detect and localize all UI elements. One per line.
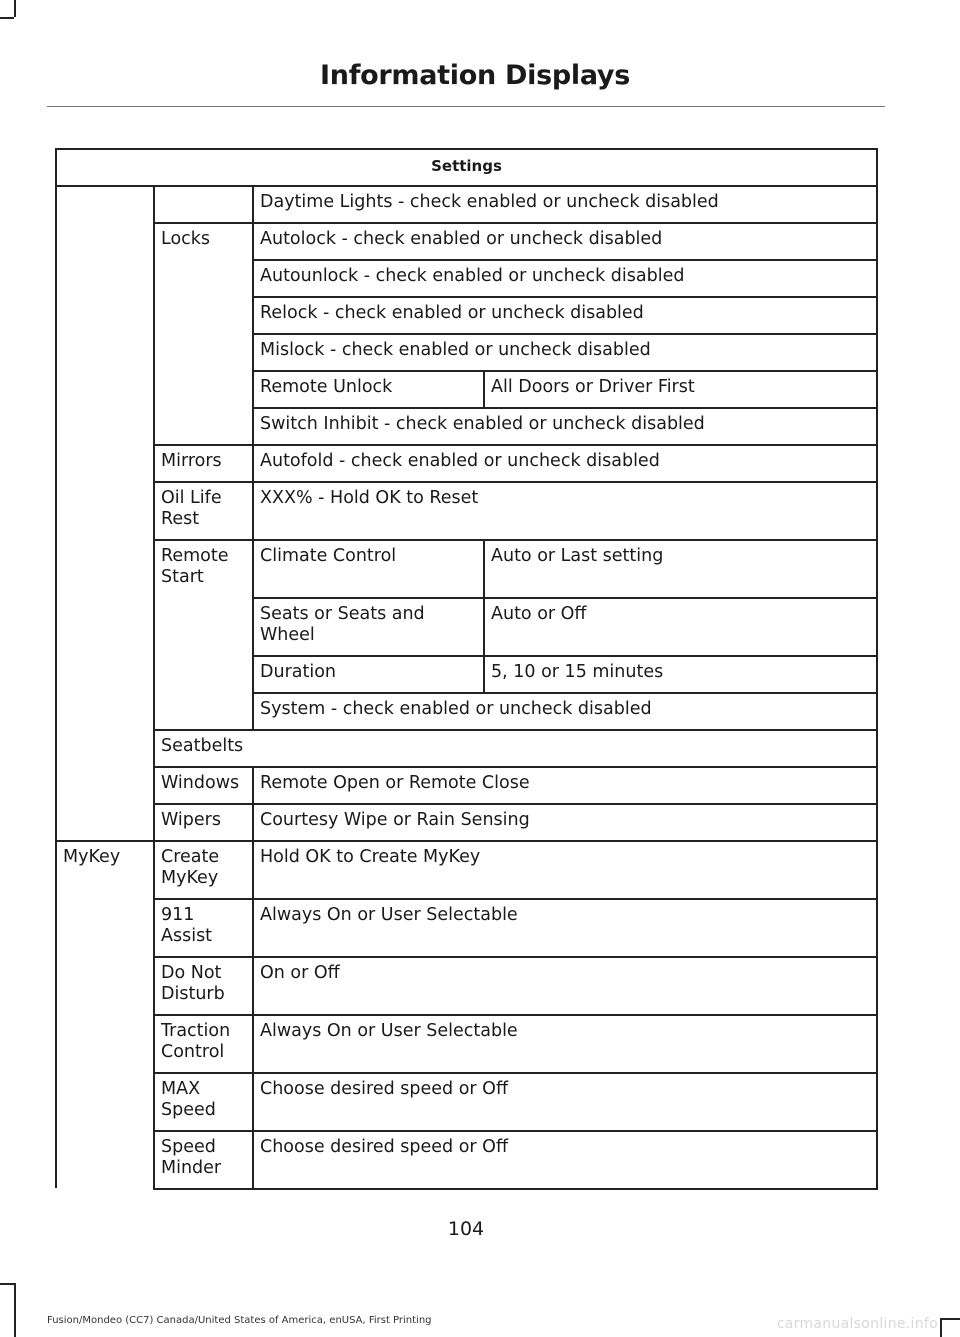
option-value: All Doors or Driver First bbox=[491, 377, 695, 397]
option-value: 5, 10 or 15 minutes bbox=[491, 662, 664, 682]
table-row bbox=[55, 444, 878, 481]
column-divider bbox=[252, 692, 254, 729]
row-divider bbox=[153, 1130, 878, 1132]
table-border-bottom bbox=[153, 1188, 878, 1190]
row-divider bbox=[252, 259, 878, 261]
option-label: Choose desired speed or Off bbox=[260, 1137, 508, 1157]
column-divider bbox=[252, 370, 254, 407]
table-row bbox=[55, 840, 878, 898]
watermark: carmanualsonline.info bbox=[776, 1316, 938, 1332]
column-divider bbox=[252, 597, 254, 655]
setting-label: Oil Life Rest bbox=[161, 488, 222, 529]
row-divider bbox=[252, 655, 878, 657]
table-row bbox=[55, 259, 878, 296]
row-divider bbox=[153, 539, 878, 541]
table-row bbox=[55, 655, 878, 692]
option-label: Hold OK to Create MyKey bbox=[260, 847, 481, 867]
row-divider bbox=[252, 296, 878, 298]
setting-label: Remote Start bbox=[161, 546, 229, 587]
row-divider bbox=[153, 729, 878, 731]
crop-mark bbox=[942, 1318, 960, 1320]
setting-label: Traction Control bbox=[161, 1021, 231, 1062]
crop-mark bbox=[940, 1318, 942, 1337]
row-divider bbox=[153, 803, 878, 805]
column-divider bbox=[252, 481, 254, 539]
row-divider bbox=[252, 597, 878, 599]
row-divider bbox=[153, 1072, 878, 1074]
setting-label: Do Not Disturb bbox=[161, 963, 225, 1004]
column-divider bbox=[252, 539, 254, 597]
page-number: 104 bbox=[447, 1218, 485, 1240]
column-divider bbox=[252, 655, 254, 692]
option-label: Autolock - check enabled or uncheck disabled bbox=[260, 229, 663, 249]
table-title: Settings bbox=[431, 157, 502, 175]
option-label: Autofold - check enabled or uncheck disabled bbox=[260, 451, 660, 471]
column-divider bbox=[252, 296, 254, 333]
column-divider bbox=[252, 956, 254, 1014]
setting-label: Seatbelts bbox=[161, 736, 244, 756]
table-border-top bbox=[55, 148, 878, 150]
column-divider bbox=[252, 766, 254, 803]
table-row bbox=[55, 766, 878, 803]
table-row bbox=[55, 539, 878, 597]
table-row bbox=[55, 370, 878, 407]
crop-mark bbox=[14, 0, 16, 17]
option-label: Relock - check enabled or uncheck disabled bbox=[260, 303, 644, 323]
row-divider bbox=[153, 222, 878, 224]
column-divider bbox=[252, 407, 254, 444]
option-value: Auto or Last setting bbox=[491, 546, 664, 566]
row-divider bbox=[153, 766, 878, 768]
option-label: System - check enabled or uncheck disabled bbox=[260, 699, 652, 719]
setting-label: Windows bbox=[161, 773, 240, 793]
option-label: Daytime Lights - check enabled or uncheck disabled bbox=[260, 192, 719, 212]
row-divider bbox=[153, 444, 878, 446]
option-label: Seats or Seats and Wheel bbox=[260, 604, 425, 645]
footer-text: Fusion/Mondeo (CC7) Canada/United States of America, enUSA, First Printing bbox=[47, 1315, 432, 1326]
column-divider bbox=[252, 1130, 254, 1188]
title-divider bbox=[47, 106, 885, 107]
option-value: Auto or Off bbox=[491, 604, 587, 624]
table-row bbox=[55, 1072, 878, 1130]
column-divider bbox=[252, 222, 254, 259]
row-divider bbox=[252, 370, 878, 372]
column-divider bbox=[252, 259, 254, 296]
option-label: Climate Control bbox=[260, 546, 397, 566]
table-row bbox=[55, 185, 878, 222]
setting-label: Wipers bbox=[161, 810, 221, 830]
column-divider bbox=[252, 185, 254, 222]
option-label: Remote Unlock bbox=[260, 377, 393, 397]
row-divider bbox=[252, 333, 878, 335]
option-label: Autounlock - check enabled or uncheck disabled bbox=[260, 266, 685, 286]
option-label: Remote Open or Remote Close bbox=[260, 773, 530, 793]
table-row bbox=[55, 597, 878, 655]
table-row bbox=[55, 407, 878, 444]
crop-mark bbox=[14, 1283, 16, 1337]
table-row bbox=[55, 729, 878, 766]
table-row bbox=[55, 956, 878, 1014]
setting-label: 911 Assist bbox=[161, 905, 213, 946]
setting-label: Speed Minder bbox=[161, 1137, 222, 1178]
column-divider bbox=[252, 803, 254, 840]
option-label: Duration bbox=[260, 662, 337, 682]
column-divider bbox=[252, 1014, 254, 1072]
table-row bbox=[55, 481, 878, 539]
page-title: Information Displays bbox=[320, 60, 630, 91]
table-row bbox=[55, 222, 878, 259]
option-label: Mislock - check enabled or uncheck disabled bbox=[260, 340, 651, 360]
column-divider bbox=[252, 333, 254, 370]
column-divider bbox=[252, 444, 254, 481]
option-label: Courtesy Wipe or Rain Sensing bbox=[260, 810, 530, 830]
column-divider bbox=[252, 1072, 254, 1130]
column-divider bbox=[483, 370, 485, 407]
table-row bbox=[55, 803, 878, 840]
crop-mark bbox=[0, 1283, 14, 1285]
setting-label: Mirrors bbox=[161, 451, 222, 471]
crop-mark bbox=[0, 17, 14, 19]
column-divider bbox=[252, 898, 254, 956]
row-divider bbox=[55, 840, 878, 842]
option-label: XXX% - Hold OK to Reset bbox=[260, 488, 479, 508]
column-divider bbox=[483, 655, 485, 692]
table-row bbox=[55, 296, 878, 333]
table-row bbox=[55, 1130, 878, 1188]
row-divider bbox=[153, 956, 878, 958]
option-label: Always On or User Selectable bbox=[260, 1021, 518, 1041]
table-row bbox=[55, 898, 878, 956]
column-divider bbox=[252, 840, 254, 898]
row-divider bbox=[153, 1014, 878, 1016]
column-divider bbox=[483, 597, 485, 655]
option-label: On or Off bbox=[260, 963, 340, 983]
option-label: Choose desired speed or Off bbox=[260, 1079, 508, 1099]
row-divider bbox=[153, 481, 878, 483]
option-label: Switch Inhibit - check enabled or uncheck disabled bbox=[260, 414, 705, 434]
setting-label: Locks bbox=[161, 229, 211, 249]
setting-label: Create MyKey bbox=[161, 847, 220, 888]
option-label: Always On or User Selectable bbox=[260, 905, 518, 925]
table-row bbox=[55, 333, 878, 370]
setting-label: MAX Speed bbox=[161, 1079, 216, 1120]
table-row bbox=[55, 692, 878, 729]
row-divider bbox=[252, 692, 878, 694]
column-divider bbox=[483, 539, 485, 597]
group-label: MyKey bbox=[63, 847, 121, 867]
table-row bbox=[55, 1014, 878, 1072]
row-divider bbox=[252, 407, 878, 409]
row-divider bbox=[153, 898, 878, 900]
